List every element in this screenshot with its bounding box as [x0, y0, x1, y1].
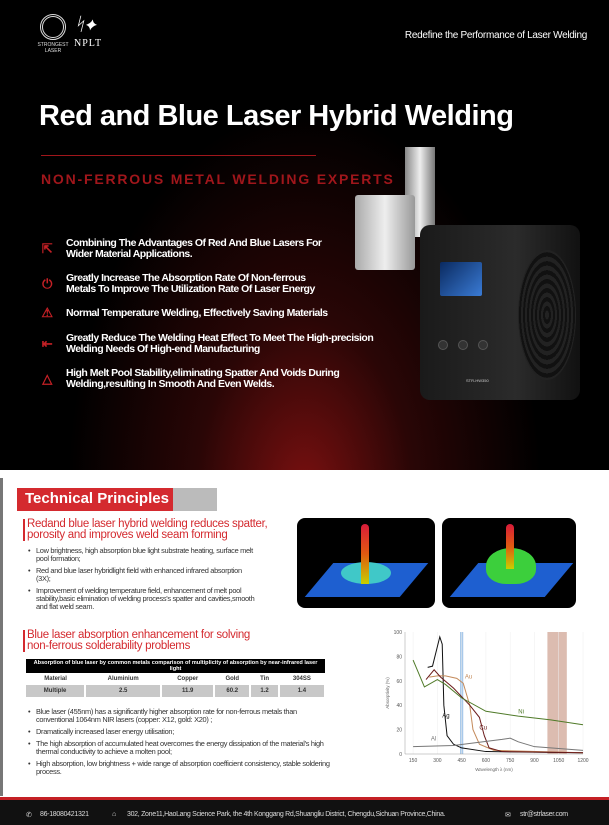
- absorptivity-chart: [383, 622, 593, 780]
- y-tick-label: 60: [396, 678, 402, 685]
- heading-blue-laser: Blue laser absorption enhancement for solving non-ferrous solderability problems: [23, 630, 263, 652]
- machine-knob: [438, 340, 448, 350]
- x-tick-label: 300: [433, 758, 442, 764]
- wavelength-band: [547, 632, 566, 754]
- feature-line: Combining The Advantages Of Red And Blue Lasers For: [66, 237, 322, 249]
- table-cell: 60.2: [214, 685, 250, 697]
- x-tick-label: 1050: [553, 758, 565, 764]
- x-axis-label: Wavelength λ (nm): [475, 767, 513, 772]
- table-cell: Multiple: [26, 685, 85, 697]
- table-cell: 2.5: [85, 685, 161, 697]
- feature-item: [40, 333, 373, 355]
- logo2-text: NPLT: [74, 38, 103, 49]
- table-header: Tin: [260, 676, 269, 682]
- divider: [41, 155, 316, 156]
- feature-line: High Melt Pool Stability,eliminating Spatter And Voids During: [66, 367, 340, 379]
- table-cell: 1.4: [279, 685, 325, 697]
- bullet: • Blue laser (455nm) has a significantly higher absorption rate for non-ferrous metals than conventional 1064nm NIR lasers (copper: X12, gold: X20) ;: [26, 708, 336, 724]
- tagline: Redefine the Performance of Laser Welding: [404, 30, 587, 41]
- x-tick-label: 450: [457, 758, 466, 764]
- email-icon: ✉: [505, 812, 511, 819]
- phone: 86-18080421321: [40, 811, 89, 818]
- machine-fan: [518, 250, 576, 380]
- feature-line: Greatly Reduce The Welding Heat Effect To Meet The High-precision: [66, 332, 374, 344]
- feature-item: [40, 273, 315, 295]
- feature-line: Welding Needs Of High-end Manufacturing: [66, 343, 260, 355]
- series-label: Cu: [479, 725, 488, 732]
- machine-screen: [440, 262, 482, 296]
- triangle-nodes-icon: △: [42, 371, 52, 386]
- footer: [0, 797, 609, 825]
- logo1-text: STRONGEST LASER: [37, 42, 69, 54]
- beam-profile-hybrid: [442, 518, 576, 608]
- warning-icon: ⚠: [41, 305, 53, 320]
- y-tick-label: 100: [393, 630, 402, 636]
- power-icon: ⏻: [42, 276, 52, 291]
- location-icon: ⌂: [112, 811, 116, 818]
- heading-hybrid: Redand blue laser hybrid welding reduces spatter, porosity and improves weld seam forming: [23, 519, 283, 541]
- machine-knob: [458, 340, 468, 350]
- strongest-laser-logo: [40, 14, 66, 40]
- phone-icon: ✆: [26, 812, 32, 819]
- y-tick-label: 0: [399, 752, 402, 758]
- y-tick-label: 40: [396, 703, 402, 710]
- beam-profile-red: [297, 518, 435, 608]
- section-header: [17, 488, 217, 511]
- bullet: • Improvement of welding temperature field, enhancement of melt pool stability,basic elimination of welding process's spatter and cavities,smooth and flat weld seam.: [26, 587, 256, 611]
- email: str@strlaser.com: [520, 811, 568, 818]
- table-header: Copper: [177, 676, 199, 682]
- x-tick-label: 1200: [577, 758, 589, 764]
- address: 302, Zone11,HaoLang Science Park, the 4th Konggang Rd,Shuangliu District, Chengdu,Sichuan Province,China.: [127, 811, 446, 818]
- table-caption: Absorption of blue laser by common metals comparison of multiplicity of absorption by near-infrared laser light: [26, 659, 325, 673]
- feature-line: Normal Temperature Welding, Effectively Saving Materials: [66, 306, 328, 319]
- absorption-table: [26, 659, 326, 697]
- series-label: Ag: [442, 713, 450, 720]
- machine-model: STR-HW350: [466, 378, 489, 383]
- bullet: • High absorption, low brightness + wide range of absorption coefficient consistency, stable soldering process.: [26, 760, 336, 776]
- x-tick-label: 750: [506, 758, 515, 764]
- feature-item: [40, 368, 339, 390]
- table-cell: 11.9: [161, 685, 214, 697]
- bullet: • The high absorption of accumulated heat overcomes the energy dissipation of the material's high thermal conductivity to achieve a molten pool;: [26, 740, 336, 756]
- series-label: Ni: [518, 709, 524, 716]
- bullet-list-1: [26, 547, 256, 615]
- share-icon: ⇱: [41, 241, 53, 256]
- table-header: Aluminium: [107, 676, 139, 682]
- x-tick-label: 900: [530, 758, 539, 764]
- bullet: • Low brightness, high absorption blue light substrate heating, surface melt pool formation;: [26, 547, 256, 563]
- machine-knob: [478, 340, 488, 350]
- feature-line: Metals To Improve The Utilization Rate Of Laser Energy: [66, 283, 315, 295]
- y-axis-label: Absorptivity (%): [385, 677, 390, 709]
- section-title: Technical Principles: [25, 490, 169, 507]
- subtitle: NON-FERROUS METAL WELDING EXPERTS: [41, 171, 395, 187]
- table-cell: 1.2: [250, 685, 278, 697]
- page-title: Red and Blue Laser Hybrid Welding: [39, 100, 514, 132]
- feature-line: Wider Material Applications.: [66, 248, 193, 260]
- welding-head-body: [355, 195, 415, 270]
- exit-icon: ⇤: [41, 336, 53, 351]
- bullet: • Dramatically increased laser energy utilisation;: [26, 728, 336, 736]
- feature-line: Greatly Increase The Absorption Rate Of Non-ferrous: [66, 272, 306, 284]
- series-label: Al: [430, 736, 437, 743]
- y-tick-label: 80: [396, 654, 402, 661]
- x-tick-label: 600: [481, 758, 491, 764]
- feature-item: [40, 306, 328, 320]
- table-header: Material: [44, 676, 67, 682]
- feature-item: [40, 238, 322, 260]
- y-tick-label: 20: [396, 727, 402, 734]
- table-header: 304SS: [292, 676, 311, 682]
- bullet: • Red and blue laser hybridlight field with enhanced infrared absorption (3X);: [26, 567, 256, 583]
- feature-line: Welding,resulting In Smooth And Even Welds.: [66, 378, 275, 390]
- x-tick-label: 150: [408, 758, 418, 764]
- series-label: Au: [464, 674, 473, 681]
- bullet-list-2: [26, 708, 336, 780]
- nplt-logo-icon: ᛋ✦: [74, 14, 96, 34]
- table-header: Gold: [225, 676, 240, 682]
